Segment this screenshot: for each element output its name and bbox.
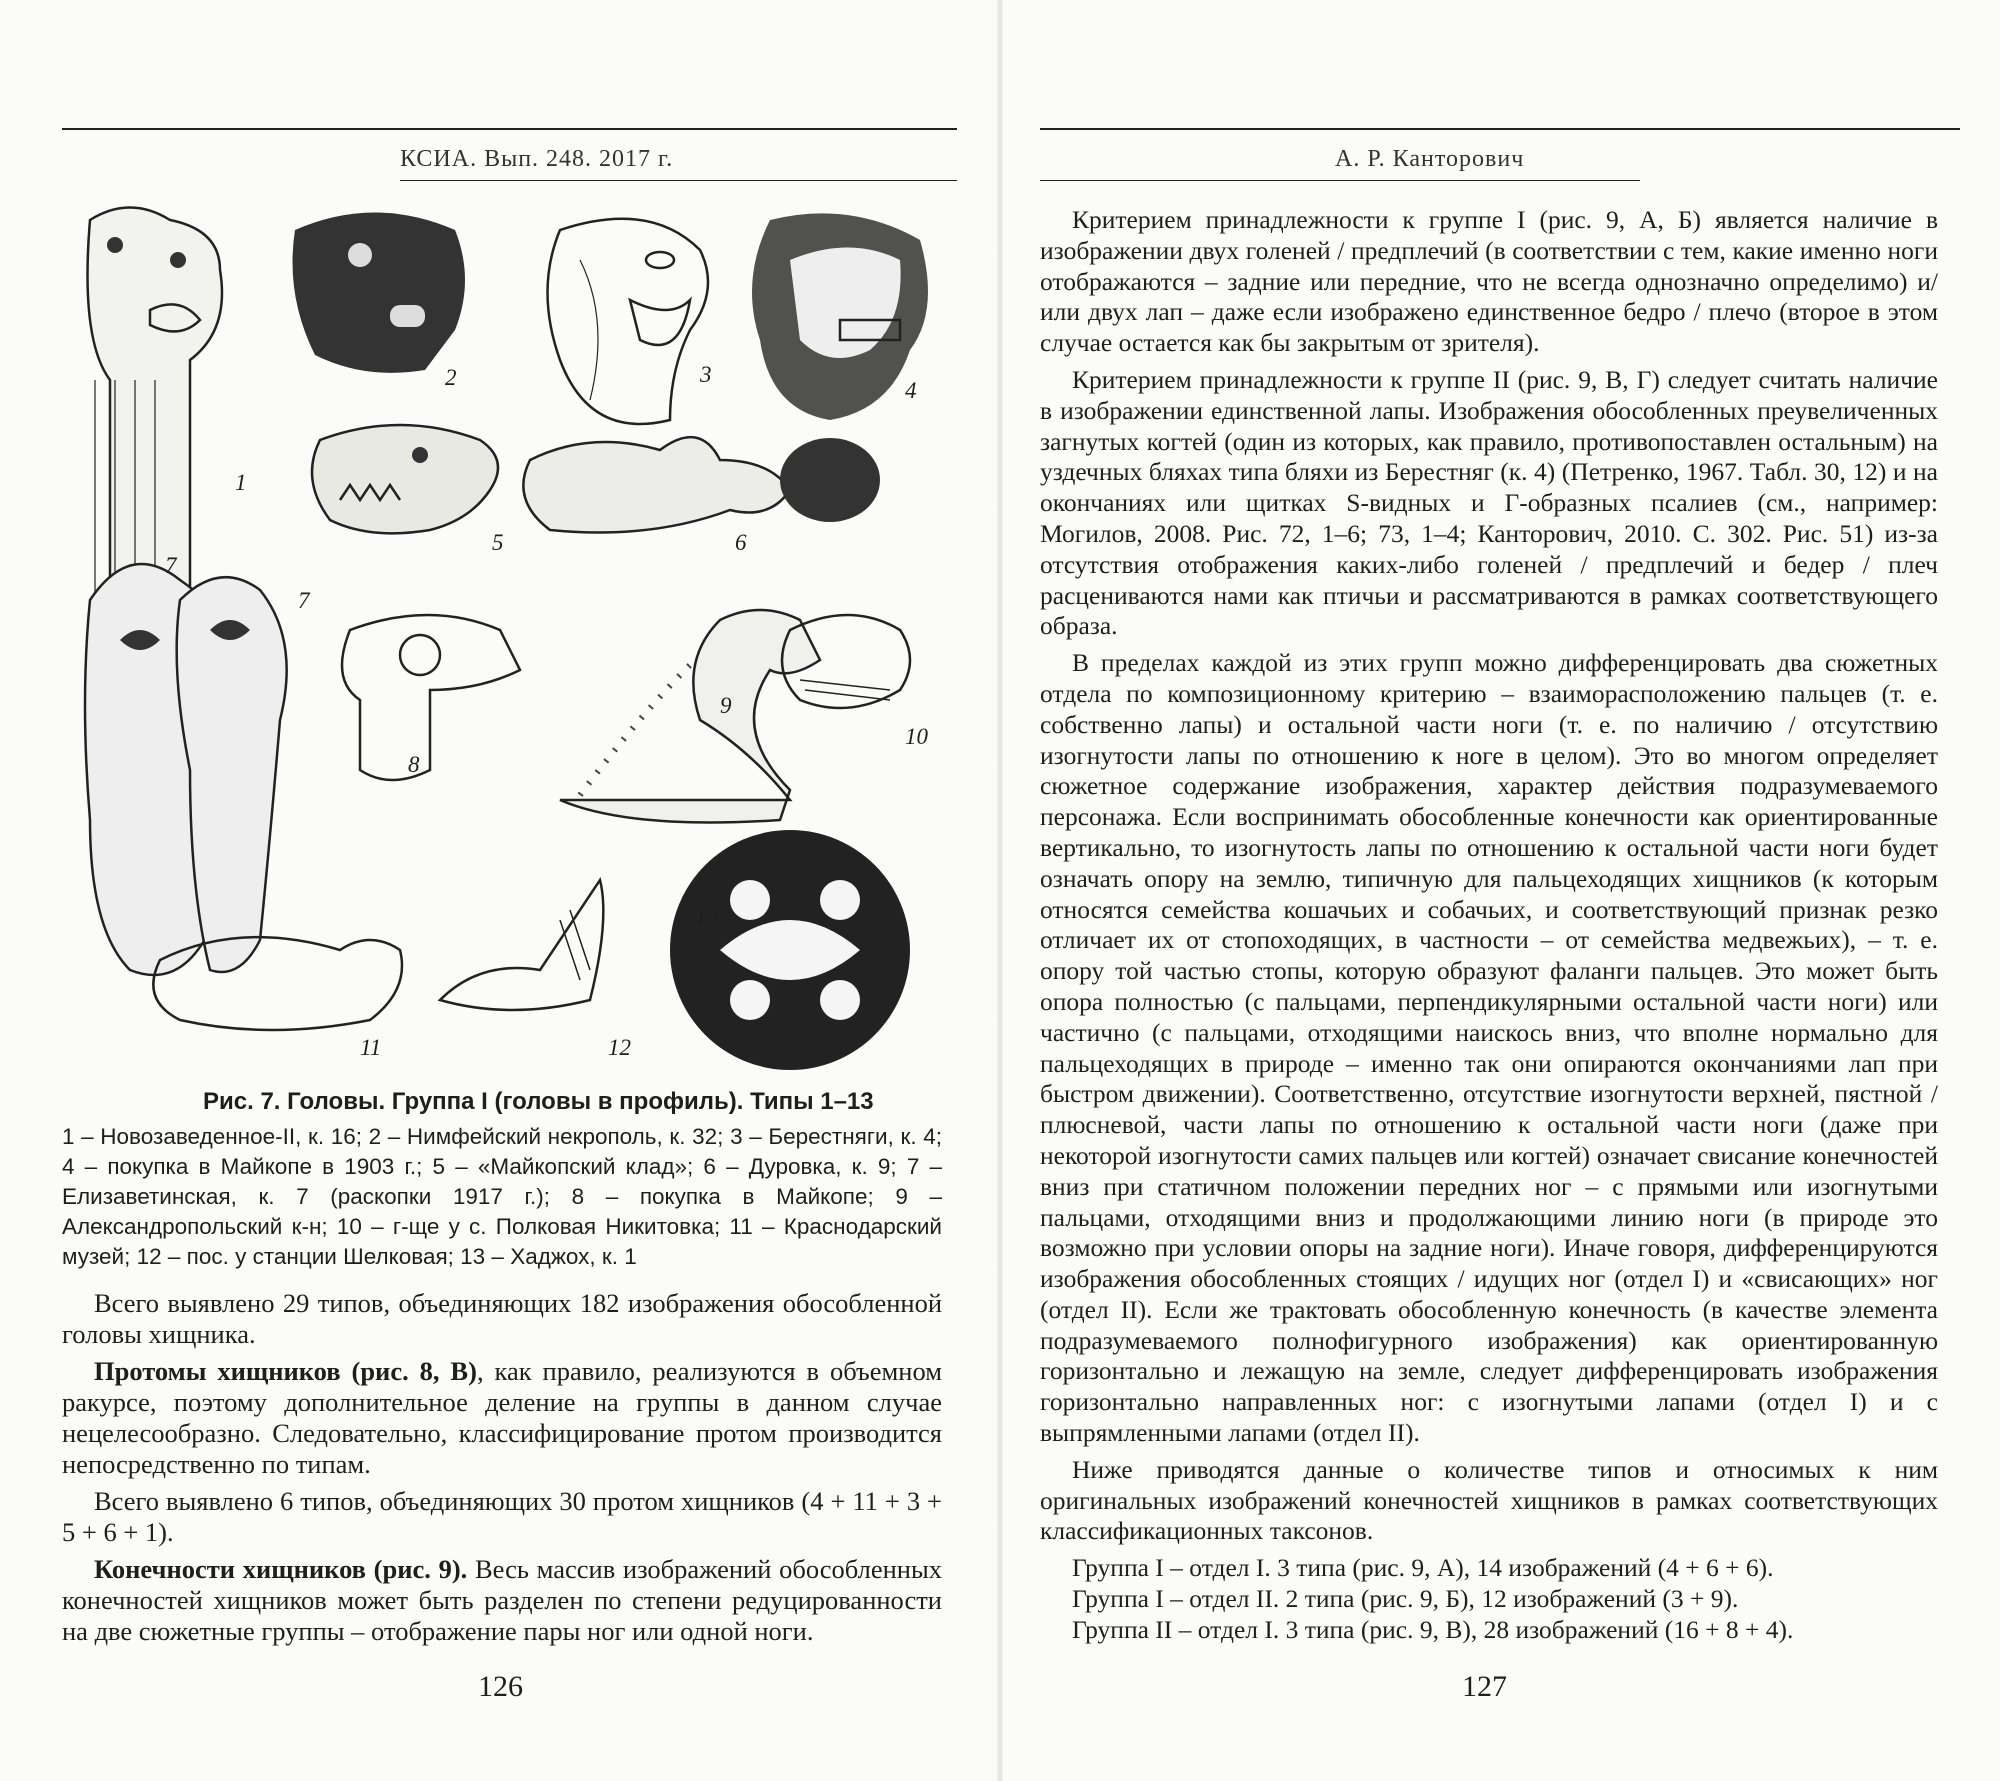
paragraph: В пределах каждой из этих групп можно дифференцировать два сюжетных отдела по композиционному критерию – взаиморасположению пальцев (т. е. собственно лапы) и остальной части ноги (т. е. по наличию / отсутствию изогнутости лапы по отношению к ноге в целом). Это во многом определяет сюжетное содержание изображения, характер действия подразумеваемого персонажа. Если воспринимать обособленные конечности как ориентированные вертикально, то изогнутость лапы по отношению к остальной части ноги будет означать опору на землю, типичную для пальцеходящих хищников (к которым относятся семейства кошачьих и собачьих, и соответствующий признак резко отличает их от стопоходящих, в частности – от семейства медвежьих), – т. е. опору той частью стопы, которую образуют фаланги пальцев. Это может быть опора полностью (с пальцами, перпендикулярными остальной части ноги) или частично (с пальцами, отходящими наискось вниз, что вполне нормально для пальцеходящих в природе – именно так они опираются окончаниями лап при быстром движении). Соответственно, отсутствие изогнутости верхней, пястной / плюсневой, части лапы по отношению к остальной части ноги (даже при некоторой изогнутости самих пальцев или когтей) означает свисание конечностей вниз при статичном положении передних ног – с прямыми или изогнутыми пальцами, отходящими вниз и продолжающими линию ноги (в природе это возможно при условии опоры на задние ноги). Иначе говоря, дифференцируются изображения обособленных стоящих / идущих ног (отдел I) и «свисающих» ног (отдел II). Если же трактовать обособленную конечность (в качестве элемента подразумеваемого полнофигурного изображения) как ориентированную горизонтально и лежащую на земле, следует дифференцировать изображения горизонтально направленных ног: с изогнутыми лапами (отдел I) и с выпрямленными лапами (отдел II). [1040,648,1938,1448]
heading-limbs: Конечности хищников (рис. 9). [94,1554,468,1584]
figure-number: 2 [445,365,457,390]
header-rule-lower [400,180,957,181]
drawing-13 [670,830,910,1070]
list-item: Группа I – отдел II. 2 типа (рис. 9, Б), 12 изображений (3 + 9). [1072,1584,1739,1614]
figure-number: 1 [235,470,247,495]
drawing-6 [523,437,880,532]
paragraph: Ниже приводятся данные о количестве типов и относимых к ним оригинальных изображений конечностей хищников в рамках соответствующих классификационных таксонов. [1040,1454,1938,1546]
paragraph: Критерием принадлежности к группе I (рис. 9, А, Б) является наличие в изображении двух голеней / предплечий (в соответствии с тем, какие именно ноги отображаются – задние или передние, что не всегда однозначно определимо) и/или двух лап – даже если изображено единственное бедро / плечо (второе в этом случае остается как бы закрытым от зрителя). [1040,205,1938,358]
header-rule [1040,128,1960,130]
figure-number: 7 [165,553,177,578]
right-body-text [1040,205,1938,1646]
running-head-left: КСИА. Вып. 248. 2017 г. [400,146,674,172]
drawing-7 [85,564,287,975]
paragraph: Протомы хищников (рис. 8, В), как правило, реализуются в объемном ракурсе, поэтому дополнительное деление на группы в данном случае нецелесообразно. Следовательно, классифицирование протом производится непосредственно по типам. [62,1356,942,1479]
figure-caption-body: 1 – Новозаведенное-II, к. 16; 2 – Нимфейский некрополь, к. 32; 3 – Берестняги, к. 4; 4 – покупка в Майкопе в 1903 г.; 5 – «Майкопский клад»; 6 – Дуровка, к. 9; 7 – Елизаветинская, к. 7 (раскопки 1917 г.); 8 – покупка в Майкопе; 9 – Александропольский к-н; 10 – г-ще у с. Полковая Никитовка; 11 – Краснодарский музей; 12 – пос. у станции Шелковая; 13 – Хаджох, к. 1 [62,1124,942,1269]
figure-7-drawings [60,200,940,1080]
drawing-8 [342,615,520,780]
list-item: Группа I – отдел I. 3 типа (рис. 9, А), 14 изображений (4 + 6 + 6). [1072,1553,1774,1583]
paragraph: Критерием принадлежности к группе II (рис. 9, В, Г) следует считать наличие в изображении единственной лапы. Изображения обособленных преувеличенных загнутых когтей (один из которых, как правило, противопоставлен остальным) на уздечных бляхах типа бляхи из Берестняг (к. 4) (Петренко, 1967. Табл. 30, 12) и на окончаниях или щитках S-видных и Г-образных псалиев (см., например: Могилов, 2008. Рис. 72, 1–6; 73, 1–4; Канторович, 2010. С. 302. Рис. 51) из-за отсутствия отображения каких-либо голеней / предплечий и бедер / плеч расцениваются нами как птичьи и рассматриваются в рамках соответствующего образа. [1040,364,1938,641]
figure-number: 11 [360,1035,382,1060]
drawing-1 [88,208,223,611]
drawing-2 [293,213,466,373]
paragraph: Всего выявлено 6 типов, объединяющих 30 протом хищников (4 + 11 + 3 + 5 + 6 + 1). [62,1486,942,1547]
running-head-right: А. Р. Канторович [1335,146,1525,172]
drawing-5 [312,425,498,533]
figure-number: 6 [735,530,747,555]
drawing-3 [548,219,709,424]
figure-caption-title: Рис. 7. Головы. Группа I (головы в профиль). Типы 1–13 [203,1088,874,1115]
figure-number: 13 [695,905,718,930]
figure-number: 3 [700,362,712,387]
paragraph: Конечности хищников (рис. 9). Весь массив изображений обособленных конечностей хищников может быть разделен по степени редуцированности на две сюжетные группы – отображение пары ног или одной ноги. [62,1554,942,1646]
figure-number: 9 [720,693,732,718]
drawing-12 [440,880,603,1010]
figure-number: 10 [905,724,928,749]
figure-number: 12 [608,1035,631,1060]
page-number-left: 126 [478,1670,523,1703]
figure-number: 8 [408,752,420,777]
heading-protomes: Протомы хищников (рис. 8, В) [94,1356,477,1386]
paragraph: Всего выявлено 29 типов, объединяющих 182 изображения обособленной головы хищника. [62,1288,942,1349]
page-number-right: 127 [1462,1670,1507,1703]
figure-number: 5 [492,530,504,555]
figure-number: 4 [905,378,917,403]
page-right [1000,0,2000,1781]
list-item: Группа II – отдел I. 3 типа (рис. 9, В), 28 изображений (16 + 8 + 4). [1072,1614,1794,1644]
header-rule-lower [1040,180,1640,181]
drawing-4 [752,213,928,420]
header-rule [62,128,957,130]
left-body-text [62,1288,942,1653]
figure-number: 7 [298,588,310,613]
drawing-9 [560,610,820,823]
